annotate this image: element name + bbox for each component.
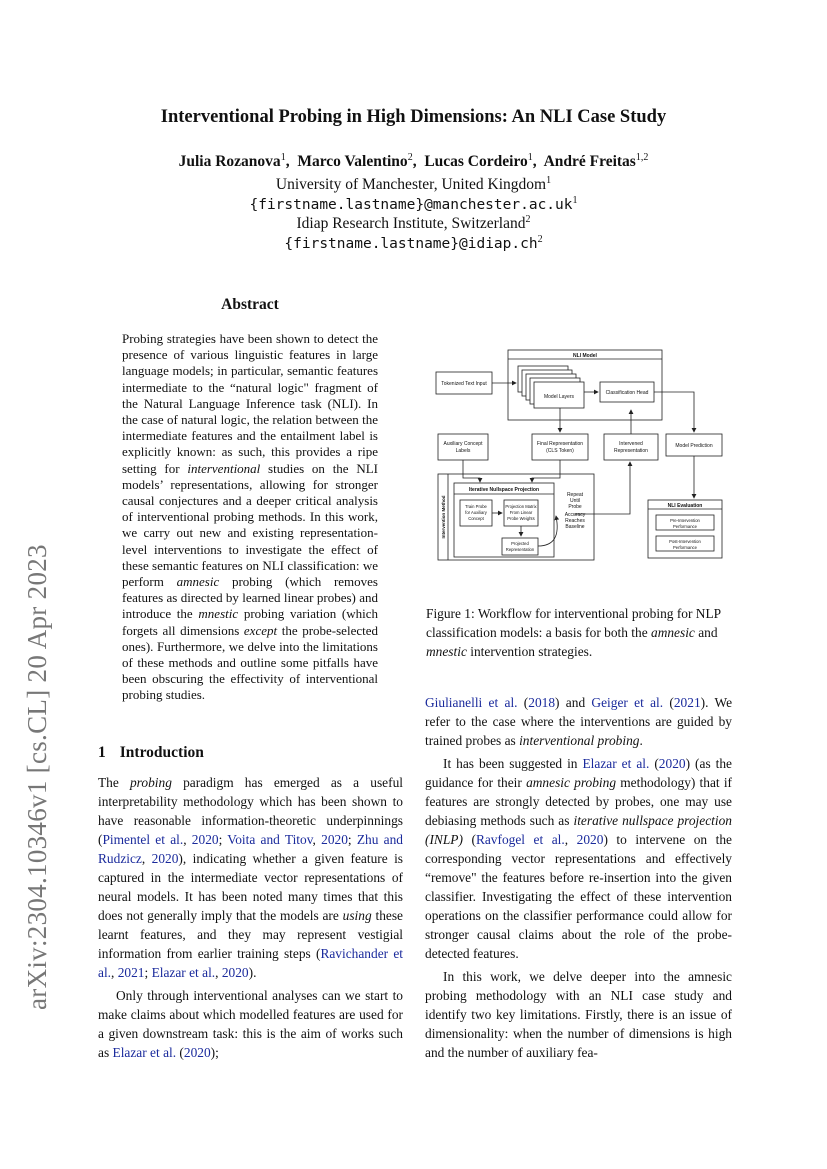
citation-year[interactable]: 2020	[183, 1045, 211, 1060]
abstract-heading: Abstract	[221, 296, 279, 313]
fig-label: Until	[569, 498, 581, 504]
author-email: $\{firstname.lastname\}@idiap.ch^2$	[284, 234, 543, 253]
citation-link[interactable]: Giulianelli et al.	[425, 695, 518, 710]
figure-caption: Figure 1: Workflow for interventional probing for NLP classification models: a basis for both the amnesic and mnestic intervention strategies.	[426, 606, 721, 659]
fig-label: Classification Head	[605, 390, 649, 396]
fig-label: Baseline	[565, 524, 585, 530]
fig-label: Performance	[673, 524, 697, 529]
author-name: Julia Rozanova	[178, 153, 281, 171]
fig-label: Final Representation	[536, 441, 584, 447]
arxiv-sidebar-id: arXiv:2304.10346v1 [cs.CL] 20 Apr 2023	[22, 544, 52, 1010]
paragraph: The probing paradigm has emerged as a useful interpretability methodology which has been shown to have reasonable information-theoretic underpinnings (Pimentel et al., 2020; Voita and Titov, 2020; Zhu and Rudzicz, 2020), indicating whether a given feature is captured in the intermediate vector representations of neural models. It has been noted many times that this does not generally imply that the models are using these learnt features, and they may represent vestigial information from earlier training steps (Ravichander et al., 2021; Elazar et al., 2020).	[98, 775, 404, 980]
citation-year[interactable]: 2020	[658, 756, 686, 771]
fig-label: Reaches	[565, 518, 585, 524]
fig-label: Probe Weights	[507, 516, 535, 521]
fig-label: Representation	[614, 448, 648, 454]
fig-label: Tokenized Text Input	[441, 381, 487, 387]
paragraph: Only through interventional analyses can we start to make claims about which modelled features are used for a given downstream task: this is the aim of works such as Elazar et al. (2020);	[98, 988, 403, 1060]
citation-link[interactable]: Elazar et al.	[151, 965, 216, 980]
fig-label: Auxiliary Concept	[443, 441, 483, 447]
fig-label: Pre-Intervention	[670, 518, 700, 523]
paragraph: Giulianelli et al. (2018) and Geiger et al. (2021). We refer to the case where the interventions are guided by trained probes as interventional probing.	[425, 695, 733, 748]
fig-label: Representation	[505, 547, 535, 552]
fig-label: Repeat	[566, 492, 584, 498]
citation-year[interactable]: 2020	[151, 851, 179, 866]
paragraph: In this work, we delve deeper into the amnesic probing methodology with an NLI case study and identify two key limitations. Firstly, there is an issue of dimensionality: when the number of dimensions is high and the number of auxiliary fea-	[425, 969, 732, 1060]
citation-link[interactable]: Ravichander et al.	[98, 946, 403, 980]
citation-year[interactable]: 2020	[576, 832, 604, 847]
citation-link[interactable]: Pimentel et al.	[102, 832, 184, 847]
author-name: André Freitas	[543, 153, 636, 171]
author-name: Marco Valentino	[297, 153, 408, 171]
abstract-text: Probing strategies have been shown to detect the presence of various linguistic features in large language models; in particular, semantic features intermediate to the “natural logic" fragment of the Natural Language Inference task (NLI). In the case of natural logic, the relation between the intermediate features and the entailment label is explicitly known: as such, this provides a ripe setting for interventional studies on the NLI models’ representations, allowing for stronger causal conjectures and a deeper critical analysis of interventional probing methods. In this work, we carry out new and existing representation-level interventions to investigate the effect of these semantic features on NLI classification: we perform amnesic probing (which removes features as directed by learned linear probes) and introduce the mnestic probing variation (which forgets all dimensions except the probe-selected ones). Furthermore, we delve into the limitations of these methods and outline some pitfalls have been obscuring the effectivity of interventional probing studies.	[122, 331, 379, 703]
fig-label: Iterative Nullspace Projection	[468, 487, 540, 493]
paragraph: It has been suggested in Elazar et al. (2020) (as the guidance for their amnesic probing methodology) that if features are strongly detected by probes, one may use debiasing methods such as iterative nullspace projection (INLP) (Ravfogel et al., 2020) to intervene on the corresponding vector representations and effectively “remove" the features before re-insertion into the given classifier. Investigating the effect of these intervention operations on the classifier performance could allow for stronger causal claims about the role of the probe-detected features.	[425, 756, 732, 961]
intervened-representation-box	[604, 434, 658, 460]
affiliation: Idiap Research Institute, Switzerland$^2$	[296, 214, 531, 233]
citation-link[interactable]: Elazar et al.	[582, 756, 650, 771]
fig-label: Probe	[568, 504, 582, 510]
final-representation-box	[532, 434, 588, 460]
fig-label: (CLS Token)	[546, 448, 574, 454]
fig-label: Model Layers	[543, 394, 575, 400]
fig-label: Concept	[468, 516, 484, 521]
citation-link[interactable]: Geiger et al.	[591, 695, 664, 710]
citation-link[interactable]: Ravfogel et al.	[475, 832, 565, 847]
workflow-figure	[432, 348, 732, 570]
fig-label: Labels	[455, 448, 471, 454]
fig-label: Model Prediction	[675, 443, 713, 449]
author-list: Julia Rozanova$^1$, Marco Valentino$^2$, Lucas Cordeiro$^1$, André Freitas$^{1,2}$	[178, 152, 649, 171]
aux-concept-labels-box	[438, 434, 488, 460]
fig-label: Intervened	[619, 441, 643, 447]
citation-year[interactable]: 2020	[221, 965, 249, 980]
fig-label: From Linear	[509, 510, 533, 515]
left-column-body	[98, 773, 403, 1062]
fig-label: Train Probe	[465, 504, 487, 509]
fig-label: Post-Intervention	[669, 539, 701, 544]
citation-link[interactable]: Zhu and Rudzicz	[98, 832, 403, 866]
fig-label: Projected	[511, 541, 529, 546]
fig-label: NLI Model	[573, 353, 597, 359]
citation-year[interactable]: 2018	[528, 695, 556, 710]
citation-year[interactable]: 2020	[321, 832, 348, 847]
fig-label: Projection Matrix	[505, 504, 537, 509]
section-heading: 1 Introduction	[98, 744, 204, 761]
right-column-body	[425, 693, 732, 1062]
fig-label: NLI Evaluation	[667, 503, 703, 509]
fig-label: Performance	[673, 545, 697, 550]
author-name: Lucas Cordeiro	[424, 153, 528, 171]
citation-year[interactable]: 2020	[191, 832, 219, 847]
fig-label: Intervention Method	[441, 495, 446, 539]
citation-link[interactable]: Elazar et al.	[112, 1045, 177, 1060]
fig-label: Accuracy	[564, 512, 586, 518]
fig-label: for Auxiliary	[465, 510, 487, 515]
citation-link[interactable]: Voita and Titov	[227, 832, 313, 847]
citation-year[interactable]: 2021	[117, 965, 145, 980]
author-email: $\{firstname.lastname\}@manchester.ac.uk^1$	[249, 195, 578, 214]
paper-title: Interventional Probing in High Dimensions: An NLI Case Study	[160, 107, 667, 127]
citation-year[interactable]: 2021	[673, 695, 701, 710]
affiliation: University of Manchester, United Kingdom$^1$	[275, 175, 552, 194]
